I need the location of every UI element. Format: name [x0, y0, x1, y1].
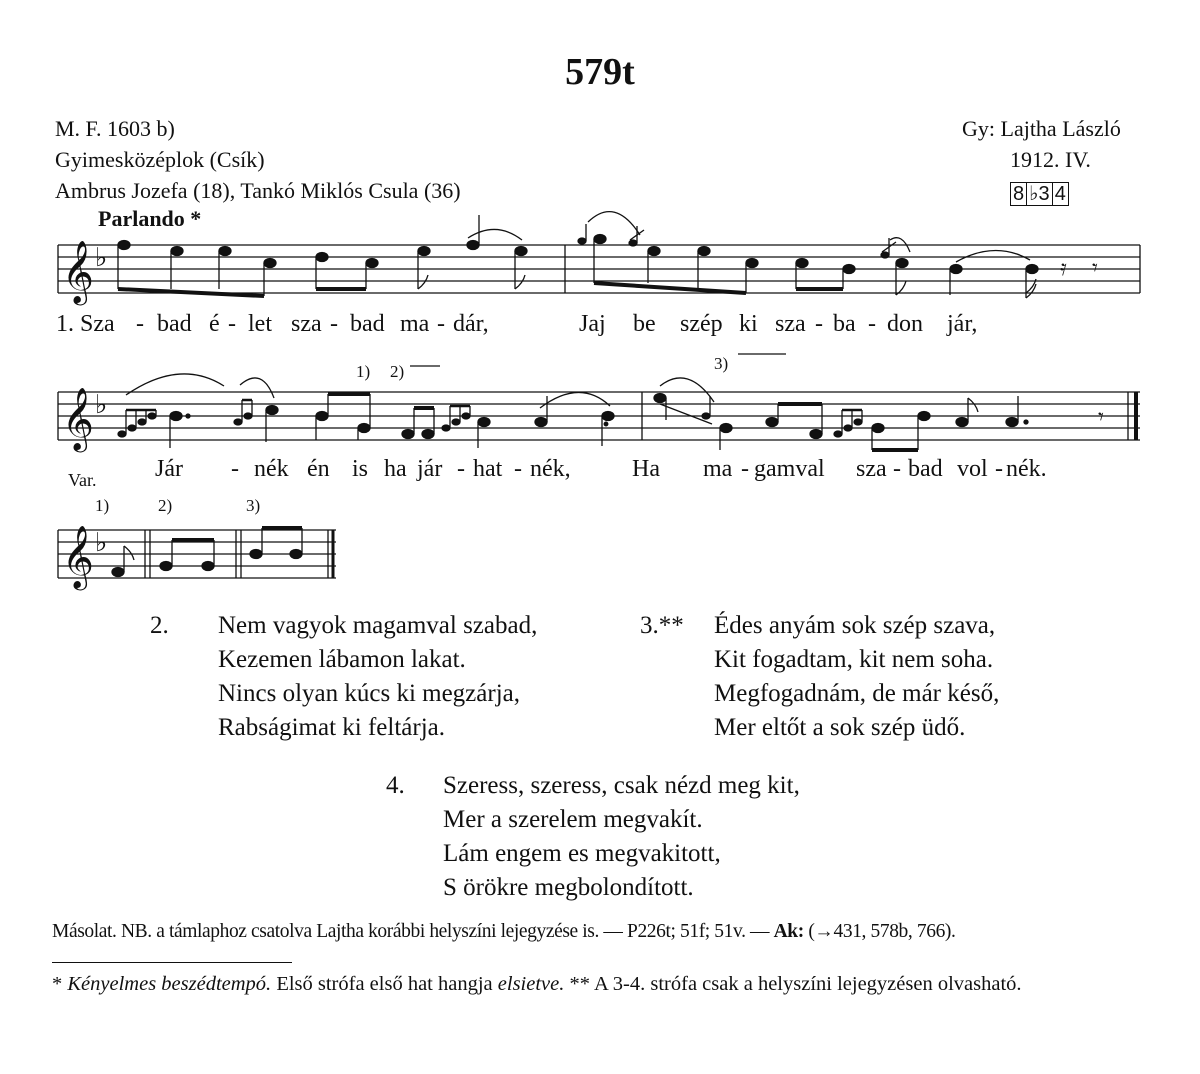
verse-line: Lám engem es megvakitott,: [443, 840, 721, 867]
verse-line: Megfogadnám, de már késő,: [714, 680, 1000, 707]
variant-label: Var.: [68, 470, 97, 490]
footnote-divider: [52, 962, 292, 963]
verse-line: S örökre megbolondított.: [443, 874, 694, 901]
staff-1-notes: [118, 212, 1098, 298]
verse-line: Rabságimat ki feltárja.: [218, 714, 446, 741]
treble-clef-icon: 𝄞: [62, 387, 94, 450]
flat-icon: ♭: [95, 390, 108, 420]
verse-line: Nem vagyok magamval szabad,: [218, 612, 538, 639]
flat-icon: ♭: [95, 243, 108, 273]
verse-number: 2.: [150, 612, 169, 639]
treble-clef-icon: 𝄞: [62, 525, 94, 588]
verse-line: Édes anyám sok szép szava,: [714, 612, 996, 639]
verse-number: 4.: [386, 772, 405, 799]
verse-line: Nincs olyan kúcs ki megzárja,: [218, 680, 520, 707]
variant-number-1: 1): [95, 496, 110, 515]
rest-icon: 𝄾: [1092, 255, 1098, 280]
location: Gyimesközéplok (Csík): [55, 147, 265, 172]
variant-mark-3: 3): [714, 354, 729, 373]
collection-date: 1912. IV.: [1010, 147, 1091, 172]
staff-2: [58, 392, 1140, 440]
verse-line: Mer eltőt a sok szép üdő.: [714, 714, 966, 741]
variant-mark-1: 1): [356, 362, 371, 381]
variant-mark-2: 2): [390, 362, 405, 381]
rest-icon: 𝄿: [1060, 255, 1067, 280]
key-code-box: 8 ♭3 4: [1010, 177, 1068, 208]
source-note: Másolat. NB. a támlaphoz csatolva Lajtha korábbi helyszíni lejegyzése is. — P226t; 51f; 51v. — Ak: (→431, 578b, 766).: [52, 921, 956, 942]
variant-number-2: 2): [158, 496, 173, 515]
variant-number-3: 3): [246, 496, 261, 515]
verse-line: Kit fogadtam, kit nem soha.: [714, 646, 994, 673]
song-number-title: 579t: [565, 51, 635, 93]
treble-clef-icon: 𝄞: [62, 240, 94, 303]
verse-line: Szeress, szeress, csak nézd meg kit,: [443, 772, 800, 799]
staff-3-notes: [112, 528, 302, 577]
performers: Ambrus Jozefa (18), Tankó Miklós Csula (36): [55, 178, 461, 203]
verse-number: 3.**: [640, 612, 684, 639]
footnote: * Kényelmes beszédtempó. Első strófa első hat hangja elsietve. ** A 3-4. strófa csak a helyszíni lejegyzésen olvasható.: [52, 973, 1022, 995]
archive-reference: M. F. 1603 b): [55, 116, 175, 141]
tempo-marking: Parlando *: [98, 206, 202, 231]
collector: Gy: Lajtha László: [962, 116, 1121, 141]
verse-line: Mer a szerelem megvakít.: [443, 806, 703, 833]
rest-icon: 𝄾: [1098, 404, 1104, 429]
staff-2-notes: [118, 354, 1104, 450]
flat-icon: ♭: [95, 528, 108, 558]
ak-label: Ak:: [773, 921, 804, 942]
verse-line: Kezemen lábamon lakat.: [218, 646, 466, 673]
